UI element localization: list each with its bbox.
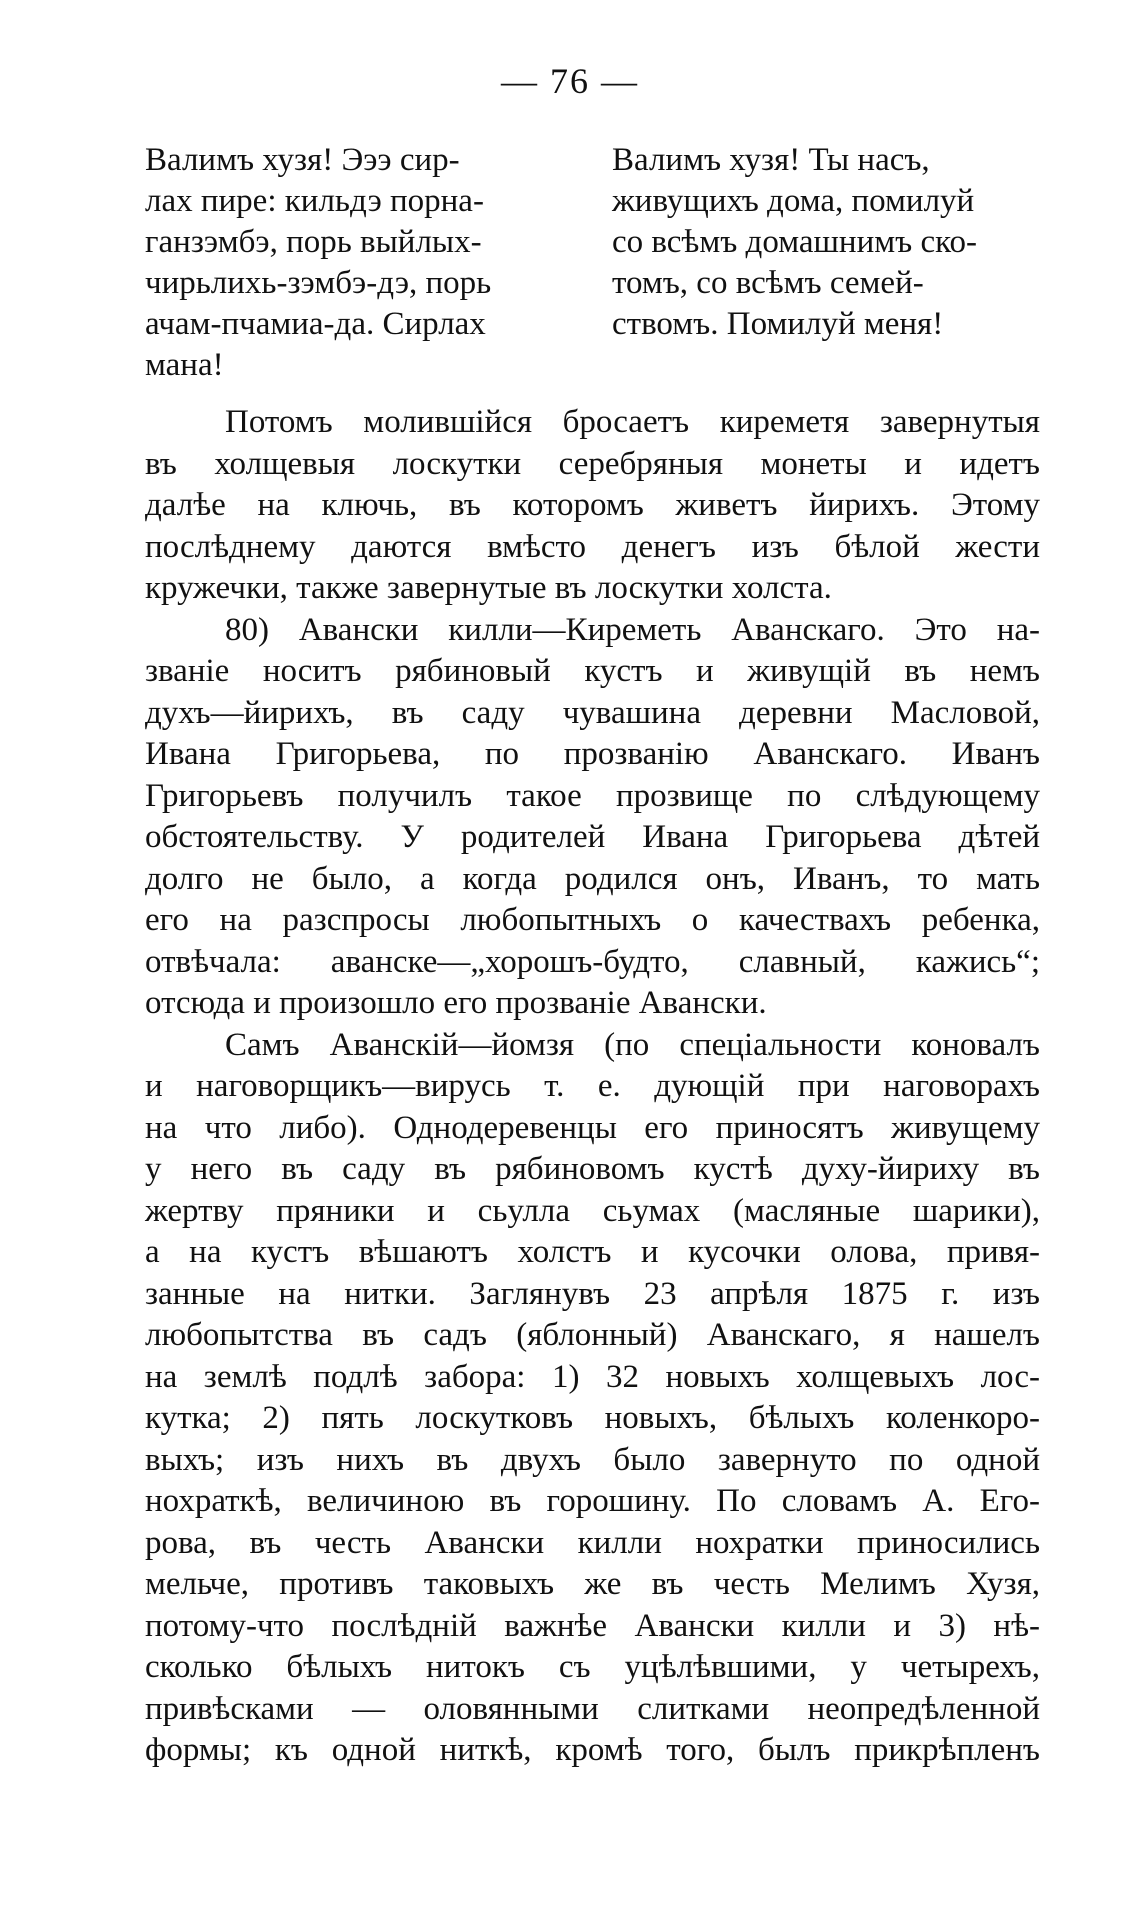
text-line: Ивана Григорьева, по прозванію Аванскаго. Иванъ bbox=[145, 736, 1040, 772]
text-line: выхъ; изъ нихъ въ двухъ было завернуто по одной bbox=[145, 1441, 1040, 1478]
text-line: сколько бѣлыхъ нитокъ съ уцѣлѣвшими, у четырехъ, bbox=[145, 1649, 1040, 1685]
text-line: ганзэмбэ, порь выйлых- bbox=[145, 224, 482, 260]
text-line: Валимъ хузя! Эээ сир- bbox=[145, 142, 460, 178]
body-text bbox=[145, 402, 1040, 1772]
text-line: томъ, со всѣмъ семей- bbox=[612, 265, 924, 301]
text-line: мана! bbox=[145, 347, 224, 383]
prayer-russian-column bbox=[612, 140, 1040, 386]
text-line: отсюда и произошло его прозваніе Авански. bbox=[145, 985, 767, 1021]
prayer-columns bbox=[145, 140, 1040, 386]
text-line: духъ—йирихъ, въ саду чувашина деревни Масловой, bbox=[145, 694, 1040, 731]
text-line: 80) Авански килли—Киреметь Аванскаго. Это на- bbox=[225, 611, 1040, 648]
paragraph bbox=[145, 1025, 1040, 1772]
text-line: кружечки, также завернутые въ лоскутки холста. bbox=[145, 570, 832, 606]
page-number: — 76 — bbox=[501, 61, 639, 101]
text-line: Потомъ молившійся бросаетъ киреметя завернутыя bbox=[225, 404, 1040, 440]
text-line: кутка; 2) пять лоскутковъ новыхъ, бѣлыхъ коленкоро- bbox=[145, 1400, 1040, 1436]
text-line: потому-что послѣдній важнѣе Авански килли и 3) нѣ- bbox=[145, 1607, 1040, 1644]
text-line: и наговорщикъ—вирусь т. е. дующій при наговорахъ bbox=[145, 1068, 1040, 1104]
text-line: званіе носитъ рябиновый кустъ и живущій въ немъ bbox=[145, 653, 1040, 689]
text-line: лах пире: кильдэ порна- bbox=[145, 183, 484, 219]
text-line: у него въ саду въ рябиновомъ кустѣ духу-йириху въ bbox=[145, 1151, 1040, 1187]
text-line: ствомъ. Помилуй меня! bbox=[612, 306, 944, 342]
text-line: а на кустъ вѣшаютъ холстъ и кусочки олова, привя- bbox=[145, 1234, 1040, 1270]
text-line: занные на нитки. Заглянувъ 23 апрѣля 1875 г. изъ bbox=[145, 1275, 1040, 1312]
text-line: на землѣ подлѣ забора: 1) 32 новыхъ холщевыхъ лос- bbox=[145, 1358, 1040, 1395]
text-line: мельче, противъ таковыхъ же въ честь Мелимъ Хузя, bbox=[145, 1566, 1040, 1602]
text-line: далѣе на ключь, въ которомъ живетъ йирихъ. Этому bbox=[145, 487, 1040, 523]
text-line: въ холщевыя лоскутки серебряныя монеты и идетъ bbox=[145, 445, 1040, 482]
text-line: чирьлихь-зэмбэ-дэ, порь bbox=[145, 265, 492, 301]
text-line: обстоятельству. У родителей Ивана Григорьева дѣтей bbox=[145, 819, 1040, 855]
text-line: долго не было, а когда родился онъ, Иванъ, то мать bbox=[145, 860, 1040, 897]
text-line: Самъ Аванскій—йомзя (по спеціальности коновалъ bbox=[225, 1026, 1040, 1063]
text-line: на что либо). Однодеревенцы его приносятъ живущему bbox=[145, 1109, 1040, 1146]
text-line: его на разспросы любопытныхъ о качествахъ ребенка, bbox=[145, 902, 1040, 938]
text-line: рова, въ честь Авански килли нохратки приносились bbox=[145, 1524, 1040, 1561]
text-line: живущихъ дома, помилуй bbox=[612, 183, 975, 219]
text-line: Григорьевъ получилъ такое прозвище по слѣдующему bbox=[145, 777, 1040, 814]
text-line: со всѣмъ домашнимъ ско- bbox=[612, 224, 977, 260]
text-line: ачам-пчамиа-да. Сирлах bbox=[145, 306, 486, 342]
text-line: жертву пряники и сьулла сьумах (масляные шарики), bbox=[145, 1192, 1040, 1229]
text-line: привѣсками — оловянными слитками неопредѣленной bbox=[145, 1690, 1040, 1727]
text-line: отвѣчала: аванске—„хорошъ-будто, славный, кажись“; bbox=[145, 943, 1040, 980]
text-line: послѣднему даются вмѣсто денегъ изъ бѣлой жести bbox=[145, 528, 1040, 565]
text-line: Валимъ хузя! Ты насъ, bbox=[612, 142, 930, 178]
paragraph bbox=[145, 610, 1040, 1025]
text-line: нохраткѣ, величиною въ горошину. По словамъ А. Его- bbox=[145, 1483, 1040, 1519]
prayer-chuvash-column bbox=[145, 140, 565, 386]
text-line: любопытства въ садъ (яблонный) Аванскаго, я нашелъ bbox=[145, 1317, 1040, 1353]
paragraph bbox=[145, 402, 1040, 610]
text-line: формы; къ одной ниткѣ, кромѣ того, былъ прикрѣпленъ bbox=[145, 1732, 1040, 1768]
